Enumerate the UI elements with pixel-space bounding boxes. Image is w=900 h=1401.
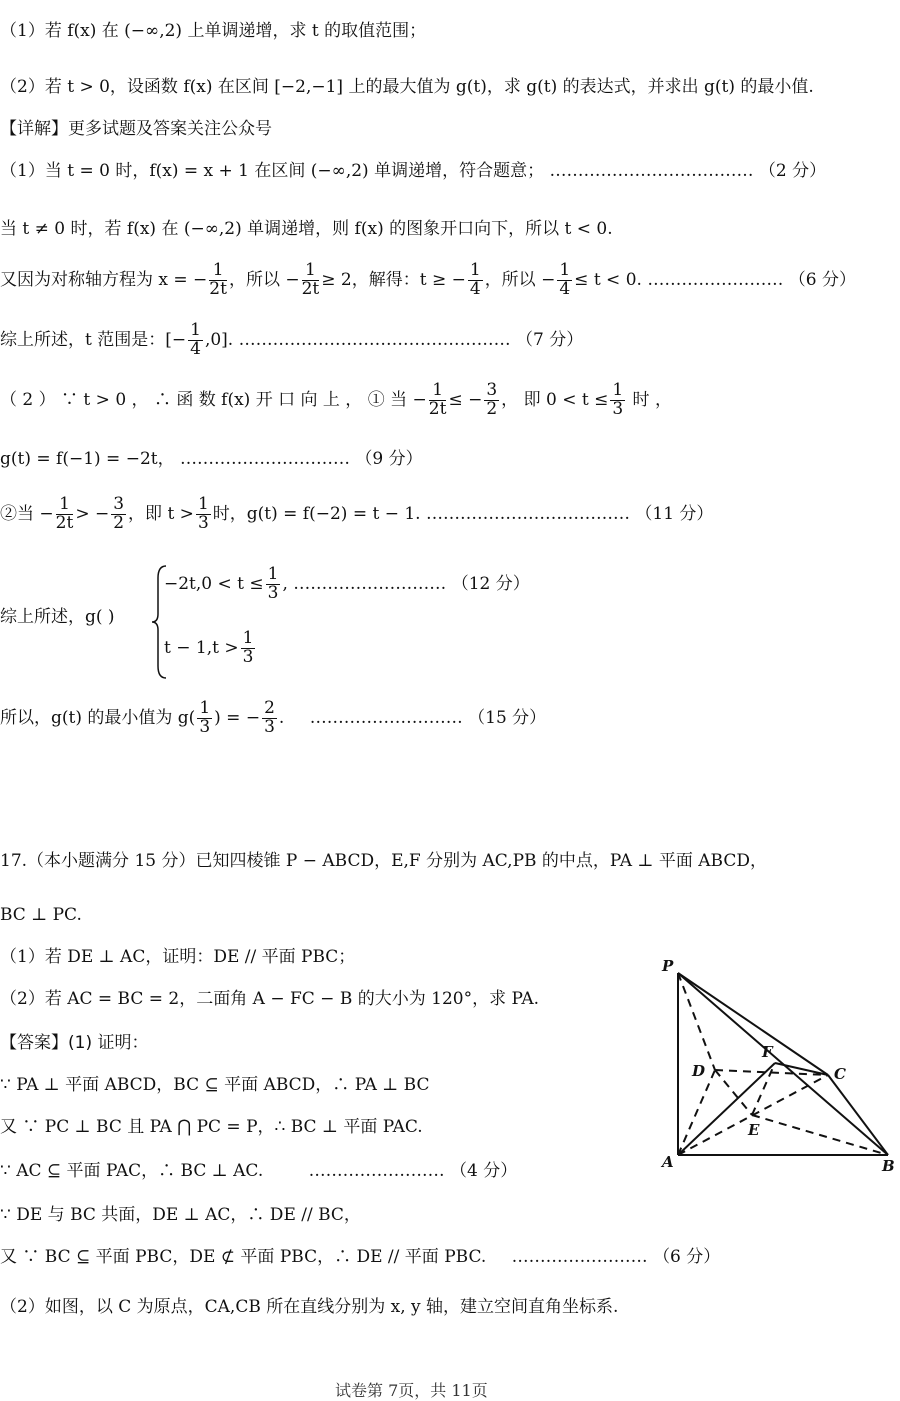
text: （1）当 t = 0 时，f(x) = x + 1 在区间 (−∞,2) 单调递增，符合题意； — [0, 161, 545, 181]
dot-leader: …………………… — [511, 1247, 648, 1267]
text: ，即 t > — [128, 503, 194, 524]
fraction: $\frac{2}{3}$ — [264, 698, 275, 737]
pyramid-figure — [640, 945, 895, 1175]
label-D: D — [692, 1062, 706, 1080]
solution-line-6 — [0, 448, 423, 471]
fraction: $\frac{3}{2}$ — [113, 494, 125, 533]
fraction: $\frac{1}{4}$ — [190, 320, 201, 359]
text: ∵ DE 与 BC 共面，DE ⊥ AC，∴ DE // BC， — [0, 1205, 361, 1225]
question-17-cont — [0, 904, 82, 927]
solution-line-7 — [0, 496, 713, 533]
text: （1）若 f(x) 在 (−∞,2) 上单调递增，求 t 的取值范围； — [0, 21, 427, 41]
solution-line-5 — [0, 382, 672, 419]
fraction: $\frac{1}{3}$ — [197, 494, 209, 533]
text: 又 ∵ BC ⊆ 平面 PBC，DE ⊄ 平面 PBC，∴ DE // 平面 PBC. — [0, 1247, 487, 1267]
edge-PC — [678, 973, 828, 1075]
text: 综上所述，g( ) — [0, 607, 115, 627]
label-C: C — [834, 1065, 846, 1083]
score: （15 分） — [468, 707, 547, 728]
dot-leader: ……………………………… — [425, 503, 630, 524]
score: （9 分） — [355, 449, 423, 469]
score: （6 分） — [653, 1247, 721, 1267]
fraction: $\frac{1}{4}$ — [559, 260, 571, 299]
dot-leader: …………………… — [647, 269, 784, 290]
answer-line-3 — [0, 1160, 517, 1183]
score: （12 分） — [451, 573, 530, 594]
edge-EB — [752, 1115, 888, 1155]
answer-line-1 — [0, 1074, 429, 1097]
fraction: $\frac{1}{3}$ — [199, 698, 211, 737]
solution-line-2 — [0, 218, 613, 241]
edge-DE — [715, 1070, 752, 1115]
answer-line-4 — [0, 1204, 361, 1227]
text: （ 2 ） ∵ t > 0 ， ∴ 函 数 f(x) 开 口 向 上 ， ① 当 − — [0, 389, 427, 410]
text: 又因为对称轴方程为 x = − — [0, 269, 208, 290]
edge-CB — [828, 1075, 888, 1155]
score: （4 分） — [450, 1161, 518, 1181]
fraction: $\frac{1}{3}$ — [612, 380, 624, 419]
dot-leader: …………………… — [308, 1161, 445, 1181]
text: ) = − — [214, 707, 261, 728]
text: ∵ PA ⊥ 平面 ABCD，BC ⊆ 平面 ABCD，∴ PA ⊥ BC — [0, 1075, 430, 1095]
summary-label — [0, 606, 115, 629]
label-P: P — [662, 957, 674, 975]
fraction: $\frac{3}{2}$ — [486, 380, 498, 419]
edge-AD — [678, 1070, 715, 1155]
text: ≤ t < 0. — [574, 269, 642, 290]
text: 【答案】(1) 证明： — [0, 1033, 149, 1053]
text: ②当 − — [0, 503, 54, 524]
solution-line-4 — [0, 322, 583, 359]
text: 时 ， — [627, 389, 672, 410]
fraction: $\frac{1}{2t}$ — [301, 260, 320, 299]
detail-header — [0, 118, 272, 141]
text: 时，g(t) = f(−2) = t − 1. — [212, 503, 421, 524]
text: （2）若 t > 0，设函数 f(x) 在区间 [−2,−1] 上的最大值为 g(t)，求 g(t) 的表达式，并求出 g(t) 的最小值. — [0, 77, 814, 97]
fraction: $\frac{1}{3}$ — [267, 564, 279, 603]
question-part2 — [0, 76, 814, 99]
text: 试卷第 7页，共 11页 — [335, 1381, 488, 1400]
answer-line-2 — [0, 1116, 423, 1139]
score: （7 分） — [516, 329, 584, 350]
text: （2）如图，以 C 为原点，CA,CB 所在直线分别为 x, y 轴，建立空间直角坐标系. — [0, 1297, 619, 1317]
dot-leader: ………………………… — [180, 449, 350, 469]
solution-line-1 — [0, 160, 826, 183]
text: t − 1,t > — [164, 637, 239, 658]
text: 【详解】更多试题及答案关注公众号 — [0, 119, 272, 139]
text: 又 ∵ PC ⊥ BC 且 PA ⋂ PC = P，∴ BC ⊥ 平面 PAC. — [0, 1117, 423, 1137]
label-B: B — [882, 1157, 895, 1175]
dot-leader: ………………………………………… — [238, 329, 511, 350]
question-17-part2 — [0, 988, 539, 1011]
score: （2 分） — [758, 161, 827, 181]
page-footer — [335, 1378, 488, 1401]
text: 17.（本小题满分 15 分）已知四棱锥 P − ABCD，E,F 分别为 AC,PB 的中点，PA ⊥ 平面 ABCD， — [0, 851, 767, 871]
edge-PD — [678, 973, 715, 1070]
piecewise-case-2 — [164, 630, 257, 667]
text: −2t,0 < t ≤ — [164, 573, 264, 594]
dot-leader: ……………………………… — [549, 161, 754, 181]
dot-leader: ……………………… — [309, 707, 463, 728]
text: 当 t ≠ 0 时，若 f(x) 在 (−∞,2) 单调递增，则 f(x) 的图象开口向下，所以 t < 0. — [0, 219, 613, 239]
fraction: $\frac{1}{4}$ — [469, 260, 481, 299]
answer-line-6 — [0, 1296, 618, 1319]
text: 综上所述，t 范围是：[− — [0, 329, 187, 350]
text: BC ⊥ PC. — [0, 905, 82, 925]
text: ≥ 2，解得：t ≥ − — [321, 269, 466, 290]
text: . — [278, 707, 285, 728]
text: > − — [75, 503, 110, 524]
question-17-part1 — [0, 946, 355, 969]
solution-line-min — [0, 700, 546, 737]
text: ，所以 − — [228, 269, 300, 290]
fraction: $\frac{1}{2t}$ — [428, 380, 447, 419]
label-F: F — [762, 1043, 773, 1061]
text: ,0]. — [204, 329, 234, 350]
text: （1）若 DE ⊥ AC，证明：DE // 平面 PBC； — [0, 947, 356, 967]
text: g(t) = f(−1) = −2t， — [0, 449, 175, 469]
label-E: E — [748, 1121, 760, 1139]
text: ≤ − — [448, 389, 483, 410]
fraction: $\frac{1}{3}$ — [242, 628, 254, 667]
question-17 — [0, 850, 767, 873]
score: （11 分） — [635, 503, 714, 524]
question-part1 — [0, 20, 426, 43]
text: ， 即 0 < t ≤ — [501, 389, 609, 410]
text: 所以，g(t) 的最小值为 g( — [0, 707, 196, 728]
answer-header — [0, 1032, 148, 1055]
answer-line-5 — [0, 1246, 720, 1269]
dot-leader: ……………………… — [293, 573, 447, 594]
fraction: $\frac{1}{2t}$ — [55, 494, 74, 533]
text: ∵ AC ⊆ 平面 PAC，∴ BC ⊥ AC. — [0, 1161, 264, 1181]
edge-EF — [752, 1063, 775, 1115]
label-A: A — [662, 1153, 674, 1171]
solution-line-3 — [0, 262, 856, 299]
text: ，所以 − — [484, 269, 556, 290]
piecewise-case-1: −2t,0 < t ≤ $\frac{1}{3}$ , ……………………… （12 分） — [164, 564, 530, 603]
text: （2）若 AC = BC = 2，二面角 A − FC − B 的大小为 120°，求 PA. — [0, 989, 540, 1009]
score: （6 分） — [788, 269, 856, 290]
fraction: $\frac{1}{2t}$ — [209, 260, 227, 299]
